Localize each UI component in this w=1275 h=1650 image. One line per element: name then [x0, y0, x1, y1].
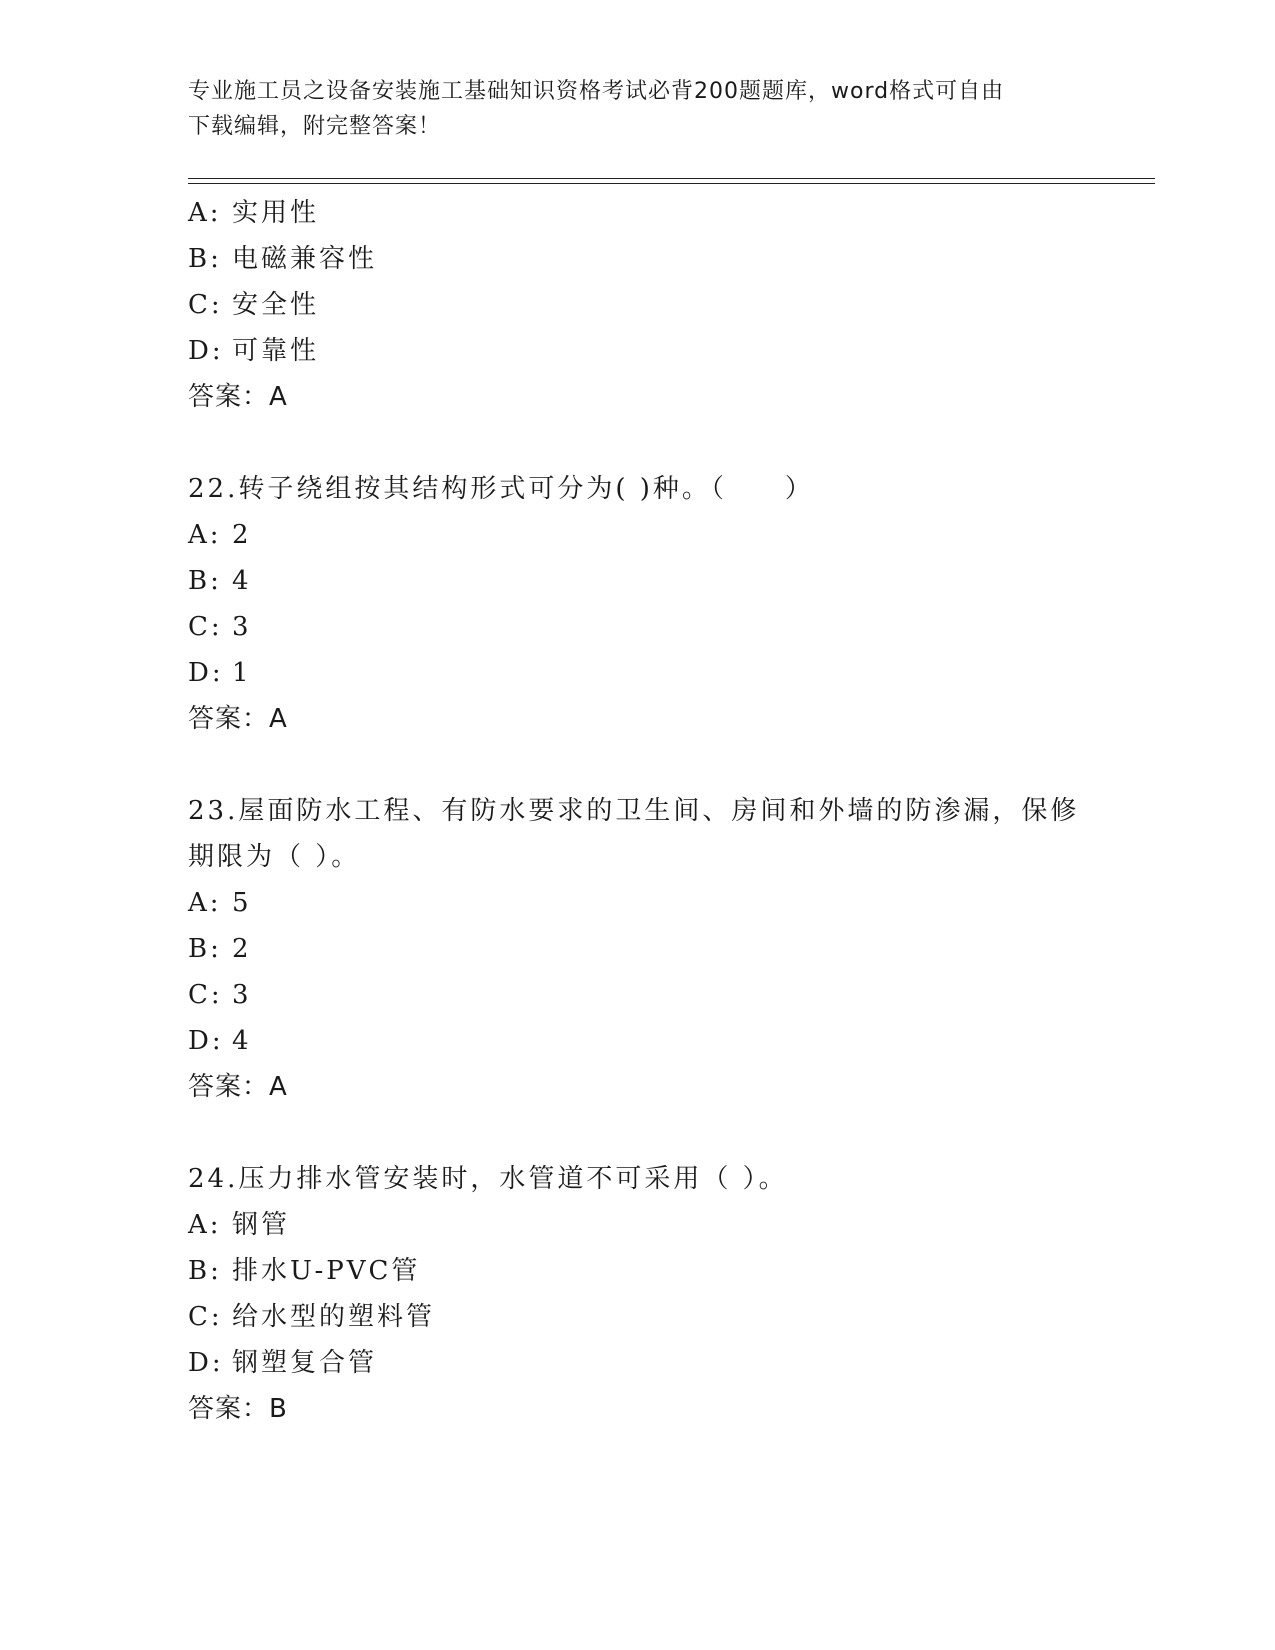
option-letter: C: — [188, 1302, 223, 1332]
spacer — [188, 1110, 1148, 1154]
option-b — [188, 236, 1148, 282]
option-d — [188, 1340, 1148, 1386]
option-text: 1 — [232, 658, 252, 688]
option-letter: B: — [188, 566, 222, 596]
option-d — [188, 1018, 1148, 1064]
option-text: 实用性 — [232, 198, 320, 228]
option-a — [188, 1202, 1148, 1248]
option-b — [188, 926, 1148, 972]
header-line-1: 专业施工员之设备安装施工基础知识资格考试必背200题题库，word格式可自由 — [188, 79, 1005, 104]
question-24 — [188, 1154, 1148, 1432]
option-text: 给水型的塑料管 — [232, 1302, 436, 1332]
answer-line: 答案：A — [188, 382, 288, 412]
option-c — [188, 972, 1148, 1018]
option-letter: D: — [188, 1348, 224, 1378]
option-text: 5 — [232, 888, 252, 918]
spacer — [188, 742, 1148, 786]
option-d — [188, 650, 1148, 696]
answer-line: 答案：A — [188, 1072, 288, 1102]
option-text: 钢管 — [232, 1210, 291, 1240]
spacer — [188, 420, 1148, 464]
option-text: 2 — [232, 520, 252, 550]
answer-line: 答案：B — [188, 1394, 288, 1424]
option-a — [188, 190, 1148, 236]
option-text: 3 — [232, 980, 252, 1010]
option-text: 安全性 — [232, 290, 320, 320]
option-letter: B: — [188, 244, 222, 274]
option-d — [188, 328, 1148, 374]
option-text: 排水U-PVC管 — [232, 1256, 421, 1286]
option-a — [188, 512, 1148, 558]
question-stem — [188, 786, 1148, 880]
option-letter: D: — [188, 336, 224, 366]
option-text: 4 — [232, 1026, 252, 1056]
answer-line: 答案：A — [188, 704, 288, 734]
option-a — [188, 880, 1148, 926]
option-letter: B: — [188, 1256, 222, 1286]
option-letter: B: — [188, 934, 222, 964]
option-text: 4 — [232, 566, 252, 596]
header-divider-top — [188, 178, 1155, 179]
question-stem: 24.压力排水管安装时，水管道不可采用（ ）。 — [188, 1164, 788, 1194]
option-text: 2 — [232, 934, 252, 964]
question-stem-line-2: 期限为（ ）。 — [188, 842, 361, 872]
question-stem: 22.转子绕组按其结构形式可分为( )种。（ ） — [188, 474, 814, 504]
option-text: 电磁兼容性 — [232, 244, 378, 274]
question-22 — [188, 464, 1148, 742]
option-b — [188, 1248, 1148, 1294]
option-letter: C: — [188, 290, 223, 320]
document-header — [188, 74, 1088, 144]
option-letter: C: — [188, 980, 223, 1010]
question-21 — [188, 190, 1148, 420]
header-divider-bottom — [188, 183, 1155, 184]
option-letter: A: — [188, 198, 222, 228]
option-text: 钢塑复合管 — [232, 1348, 378, 1378]
option-letter: C: — [188, 612, 223, 642]
option-c — [188, 604, 1148, 650]
option-letter: A: — [188, 888, 222, 918]
option-letter: D: — [188, 658, 224, 688]
question-content — [188, 190, 1148, 1432]
option-text: 3 — [232, 612, 252, 642]
option-letter: A: — [188, 1210, 222, 1240]
option-letter: A: — [188, 520, 222, 550]
option-b — [188, 558, 1148, 604]
option-text: 可靠性 — [232, 336, 320, 366]
question-stem-line-1: 23.屋面防水工程、有防水要求的卫生间、房间和外墙的防渗漏，保修 — [188, 796, 1080, 826]
option-letter: D: — [188, 1026, 224, 1056]
option-c — [188, 282, 1148, 328]
option-c — [188, 1294, 1148, 1340]
header-line-2: 下载编辑，附完整答案！ — [188, 114, 442, 139]
question-23 — [188, 786, 1148, 1110]
